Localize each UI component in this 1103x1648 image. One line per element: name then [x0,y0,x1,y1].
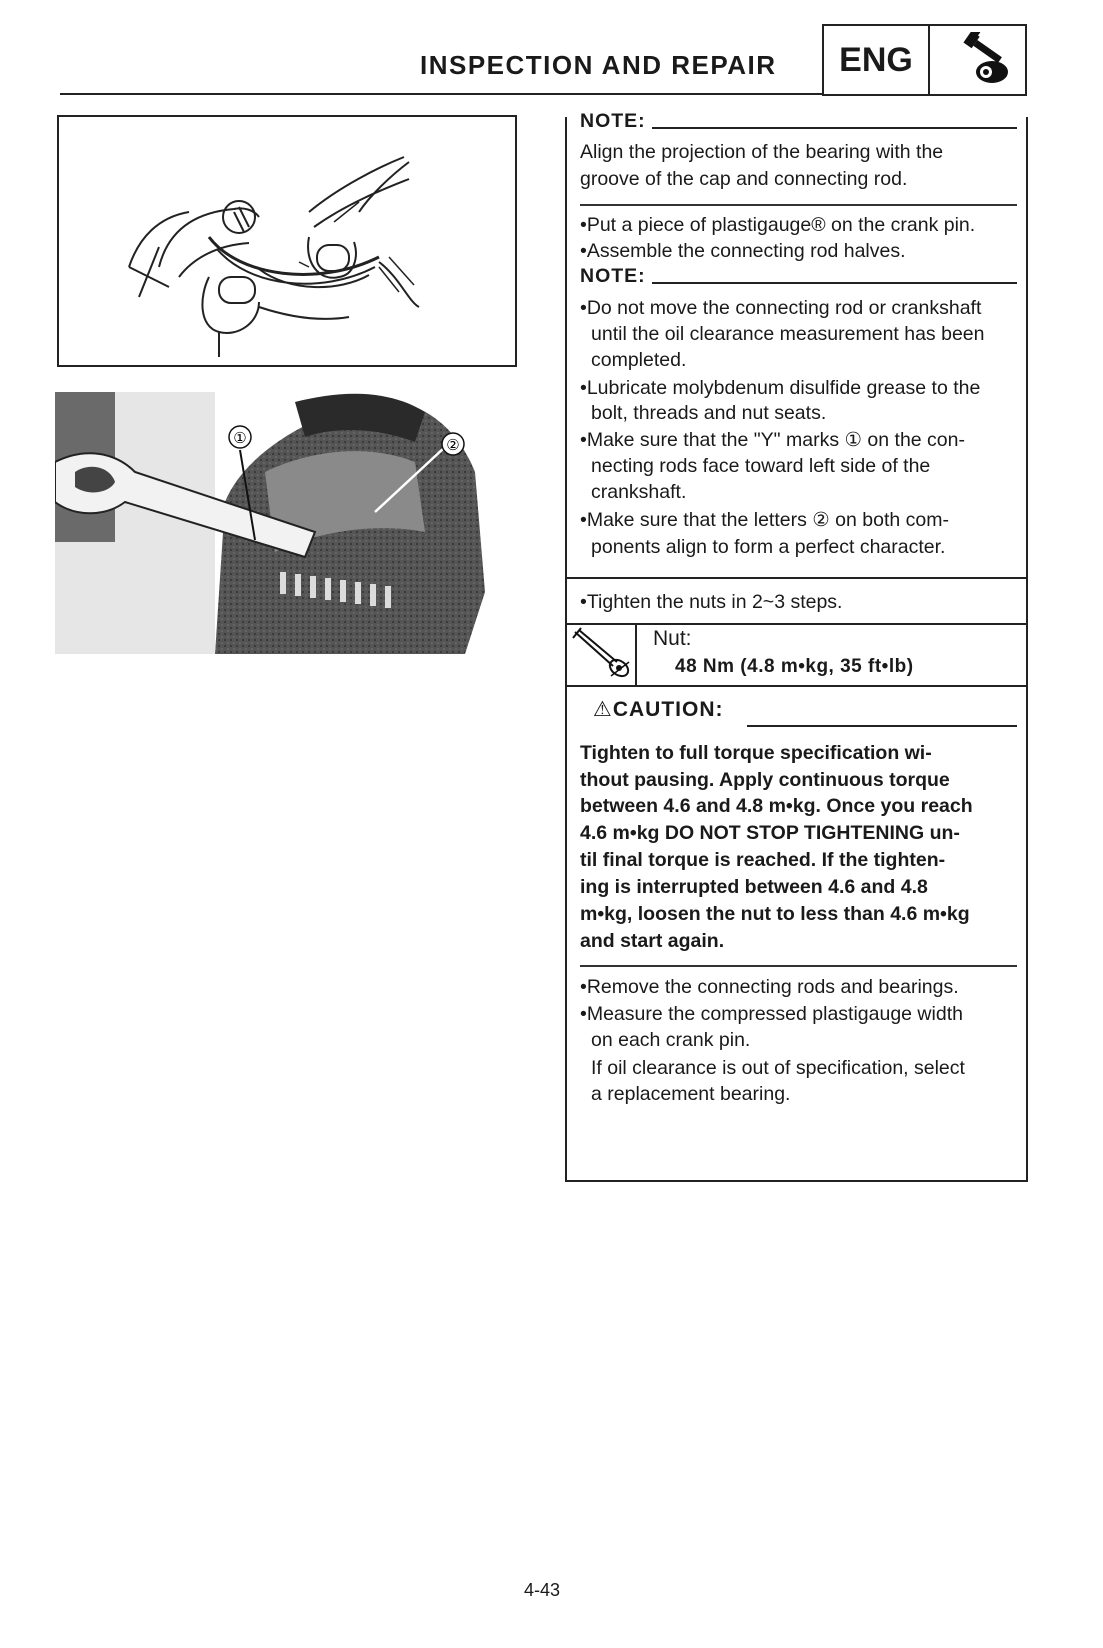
note-text: crankshaft. [591,481,687,503]
note-text: bolt, threads and nut seats. [591,402,827,424]
note-text: groove of the cap and connecting rod. [580,168,908,190]
section-code: ENG [824,26,930,94]
procedure-column [565,110,1028,1182]
step-item: If oil clearance is out of specification, select [591,1057,965,1079]
torque-wrench-icon [567,624,637,686]
section-tab [822,24,1027,96]
engine-icon [930,26,1025,94]
header-rule [60,93,822,95]
bearing-installation-figure [57,115,517,367]
caution-end-rule [580,965,1017,967]
page-title: INSPECTION AND REPAIR [420,50,777,80]
callout-1 [229,426,251,448]
caution-text: m•kg, loosen the nut to less than 4.6 m•kg [580,903,970,925]
step-item: a replacement bearing. [591,1083,791,1105]
callout-2 [442,433,464,455]
step-item: •Remove the connecting rods and bearings. [580,976,959,998]
caution-title: ⚠CAUTION: [593,698,724,721]
note-label: NOTE: [580,265,646,287]
page-number: 4-43 [524,1580,561,1600]
note-text: •Make sure that the letters ② on both com- [580,509,949,531]
step-item: •Assemble the connecting rod halves. [580,240,906,262]
torque-value: 48 Nm (4.8 m•kg, 35 ft•lb) [675,656,914,677]
note-text: until the oil clearance measurement has been [591,323,985,345]
caution-text: 4.6 m•kg DO NOT STOP TIGHTENING un- [580,822,960,844]
step-item: •Measure the compressed plastigauge width [580,1003,963,1025]
note-label: NOTE: [580,110,646,132]
svg-text:②: ② [446,437,460,454]
caution-text: thout pausing. Apply continuous torque [580,769,950,791]
note-text: ponents align to form a perfect character. [591,536,946,558]
connecting-rod-photo [55,392,497,654]
note-text: Align the projection of the bearing with the [580,141,944,163]
torque-label: Nut: [653,627,692,650]
note-text: •Do not move the connecting rod or crankshaft [580,297,982,319]
caution-text: between 4.6 and 4.8 m•kg. Once you reach [580,795,973,817]
caution-rule [747,725,1017,727]
caution-text: and start again. [580,930,725,952]
note-text: necting rods face toward left side of the [591,455,931,477]
note-end-rule [580,204,1017,206]
note-rule [652,127,1017,129]
step-item: •Tighten the nuts in 2~3 steps. [580,591,843,613]
caution-text: Tighten to full torque specification wi- [580,742,932,764]
section-rule [567,685,1026,687]
step-item: •Put a piece of plastigauge® on the crank pin. [580,214,976,236]
section-rule [567,577,1026,579]
note-text: •Lubricate molybdenum disulfide grease to the [580,377,981,399]
caution-text: ing is interrupted between 4.6 and 4.8 [580,876,928,898]
caution-text: til final torque is reached. If the tighten- [580,849,946,871]
note-text: completed. [591,349,687,371]
svg-text:①: ① [233,430,247,447]
note-text: •Make sure that the "Y" marks ① on the con- [580,429,965,451]
note-rule [652,282,1017,284]
step-item: on each crank pin. [591,1029,751,1051]
